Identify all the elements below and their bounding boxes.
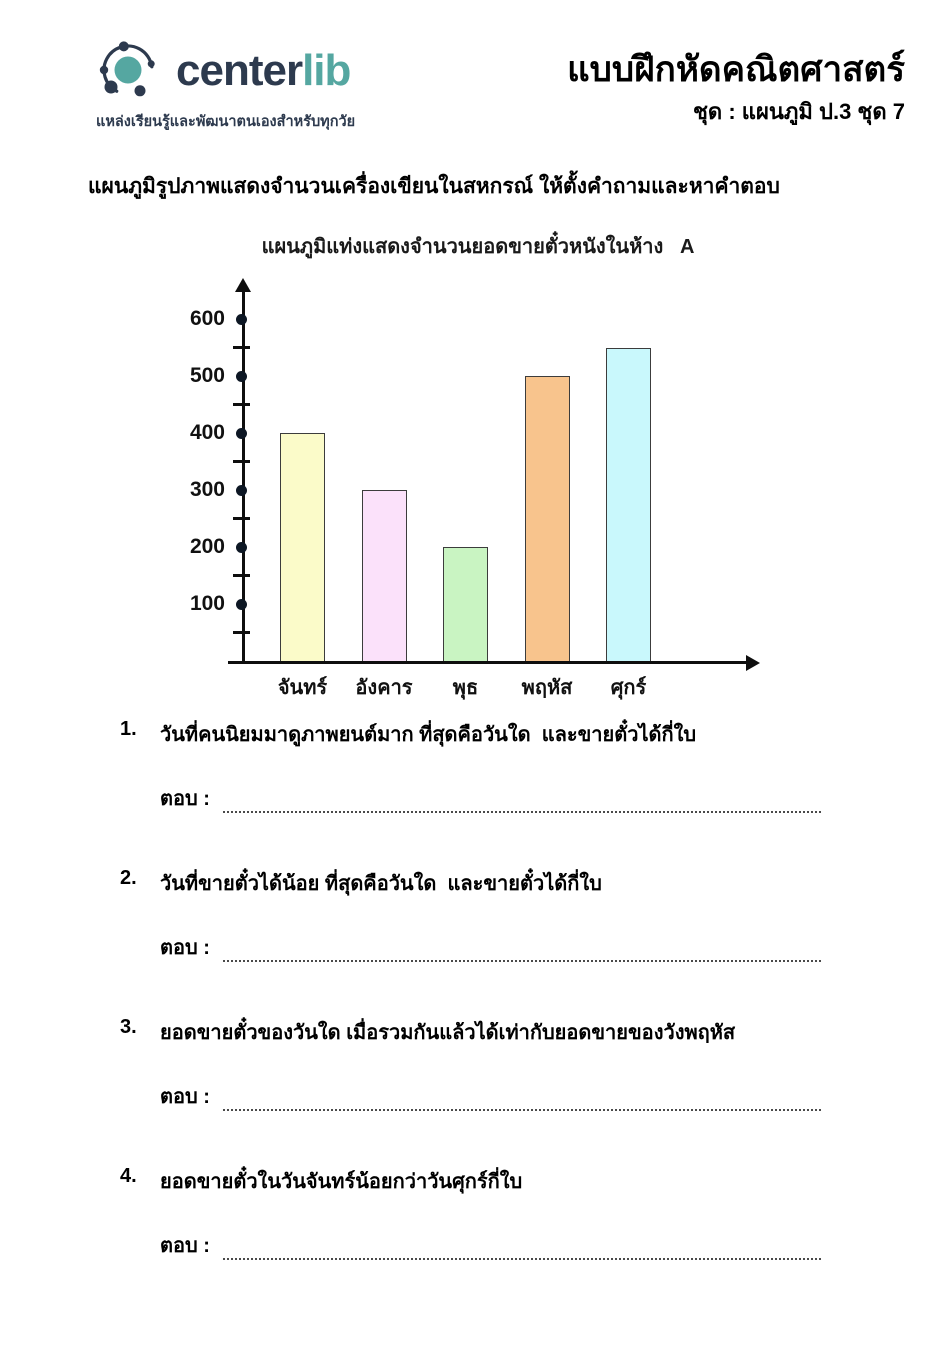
page-subtitle: ชุด : แผนภูมิ ป.3 ชุด 7: [693, 99, 905, 125]
answer-label: ตอบ :: [160, 937, 216, 959]
question-body: [160, 1165, 821, 1261]
question-text: ยอดขายตั๋วของวันใด เมื่อรวมกันแล้วได้เท่ากับยอดขายของวังพฤหัส: [160, 1022, 736, 1044]
chart-bar-3: [443, 547, 488, 661]
question-item: [120, 1016, 821, 1112]
x-axis: [228, 661, 748, 664]
answer-line: [223, 1090, 821, 1111]
answer-label: ตอบ :: [160, 1235, 216, 1257]
y-axis-minor-tick: [233, 403, 250, 406]
brand-wordmark: [176, 46, 351, 95]
question-number: 3.: [120, 1016, 137, 1038]
answer-row: [160, 931, 821, 963]
y-axis-dot: [236, 371, 247, 382]
page-title: แบบฝึกหัดคณิตศาสตร์: [567, 50, 905, 89]
questions-section: [120, 718, 821, 1314]
x-category-label: พุธ: [452, 677, 479, 699]
question-body: [160, 867, 821, 963]
brand-lib: lib: [302, 46, 351, 95]
bar-chart: [168, 230, 788, 716]
chart-plot: [168, 276, 788, 716]
question-item: [120, 1165, 821, 1261]
question-text: วันที่ขายตั๋วได้น้อย ที่สุดคือวันใด และขายตั๋วได้กี่ใบ: [160, 873, 602, 895]
chart-bar-1: [280, 433, 325, 661]
answer-row: [160, 1229, 821, 1261]
answer-line: [223, 941, 821, 962]
y-tick-label: 400: [189, 421, 225, 444]
y-axis-dot: [236, 485, 247, 496]
answer-row: [160, 782, 821, 814]
chart-bar-5: [606, 348, 651, 662]
question-number: 4.: [120, 1165, 137, 1187]
answer-row: [160, 1080, 821, 1112]
x-category-label: อังคาร: [355, 677, 413, 699]
logo-tagline: แหล่งเรียนรู้และพัฒนาตนเองสำหรับทุกวัย: [96, 114, 356, 130]
question-number: 2.: [120, 867, 137, 889]
y-tick-label: 300: [189, 478, 225, 501]
chart-bar-4: [525, 376, 570, 661]
instruction-text: แผนภูมิรูปภาพแสดงจำนวนเครื่องเขียนในสหกรณ์ ให้ตั้งคำถามและหาคำตอบ: [88, 175, 780, 198]
y-tick-label: 600: [189, 307, 225, 330]
x-category-label: ศุกร์: [610, 677, 647, 699]
y-axis-minor-tick: [233, 460, 250, 463]
y-axis-arrow-icon: [235, 278, 251, 292]
y-axis-minor-tick: [233, 574, 250, 577]
question-item: [120, 718, 821, 814]
y-axis-minor-tick: [233, 517, 250, 520]
answer-label: ตอบ :: [160, 788, 216, 810]
y-axis-dot: [236, 314, 247, 325]
question-item: [120, 867, 821, 963]
question-text: วันที่คนนิยมมาดูภาพยนต์มาก ที่สุดคือวันใด และขายตั๋วได้กี่ใบ: [160, 724, 697, 746]
chart-title: แผนภูมิแท่งแสดงจำนวนยอดขายตั๋วหนังในห้าง A: [261, 236, 695, 258]
worksheet-title-block: [567, 50, 905, 129]
y-tick-label: 100: [189, 592, 225, 615]
centerlib-logo-icon: [88, 36, 170, 106]
x-axis-arrow-icon: [746, 655, 760, 671]
chart-bar-2: [362, 490, 407, 661]
y-axis-minor-tick: [233, 631, 250, 634]
y-axis-dot: [236, 599, 247, 610]
answer-line: [223, 792, 821, 813]
question-text: ยอดขายตั๋วในวันจันทร์น้อยกว่าวันศุกร์กี่ใบ: [160, 1171, 523, 1193]
y-axis-minor-tick: [233, 346, 250, 349]
question-body: [160, 718, 821, 814]
y-axis-dot: [236, 542, 247, 553]
x-category-label: พฤหัส: [521, 677, 573, 699]
question-number: 1.: [120, 718, 137, 740]
answer-label: ตอบ :: [160, 1086, 216, 1108]
answer-line: [223, 1239, 821, 1260]
y-tick-label: 200: [189, 535, 225, 558]
question-body: [160, 1016, 821, 1112]
logo-block: [88, 36, 355, 133]
y-axis-dot: [236, 428, 247, 439]
y-tick-label: 500: [189, 364, 225, 387]
brand-center: center: [176, 46, 303, 95]
x-category-label: จันทร์: [277, 677, 328, 699]
